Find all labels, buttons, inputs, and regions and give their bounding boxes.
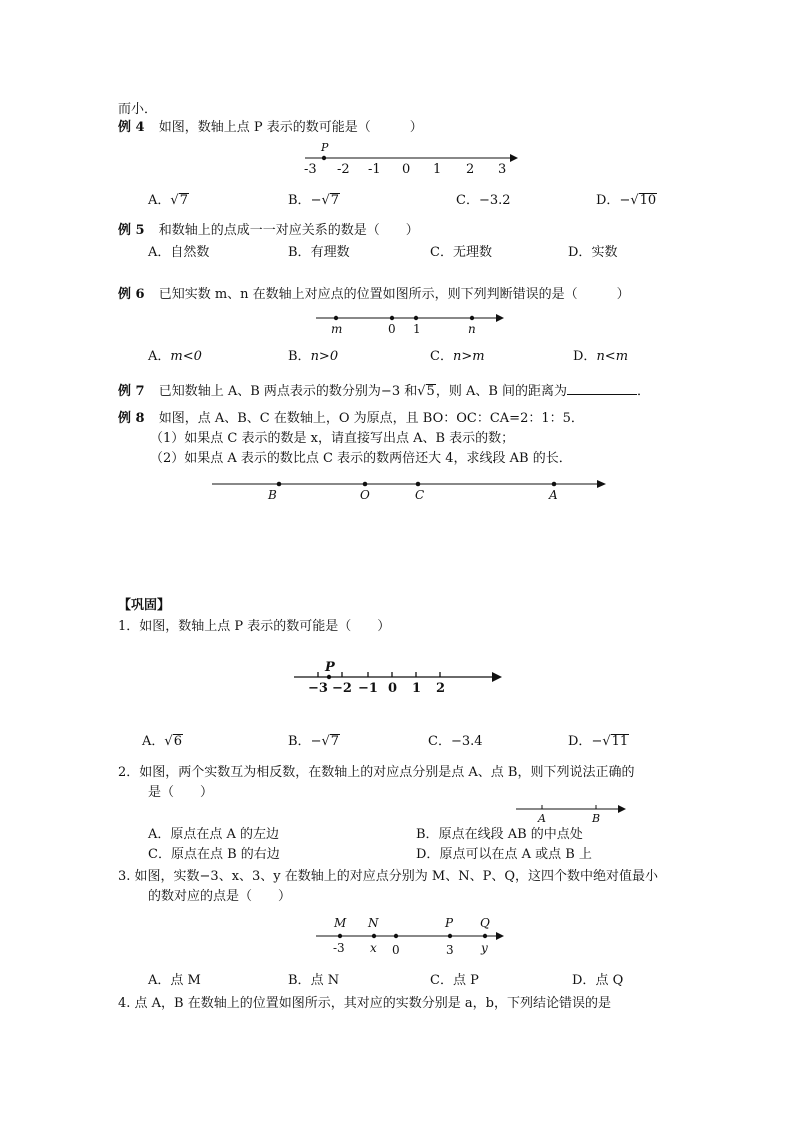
option-c: C．无理数 bbox=[430, 245, 492, 260]
axis-label-n: N bbox=[368, 916, 379, 930]
point-p-dot bbox=[322, 156, 326, 160]
option-a: A．m<0 bbox=[148, 349, 202, 364]
option-d: D．点 Q bbox=[572, 973, 624, 988]
section-heading: 【巩固】 bbox=[118, 598, 171, 613]
option-a: A．自然数 bbox=[148, 245, 210, 260]
tick-label: -1 bbox=[368, 162, 381, 177]
axis-label-a: A bbox=[549, 488, 558, 502]
number-line-q1 bbox=[288, 655, 508, 697]
question-2-stem: 2．如图，两个实数互为相反数，在数轴上的对应点分别是点 A、点 B，则下列说法正确的 bbox=[118, 765, 635, 780]
tick-label: 0 bbox=[402, 162, 411, 177]
tick-label: -3 bbox=[304, 162, 317, 177]
example-stem: 已知数轴上 A、B 两点表示的数分别为−3 和 bbox=[158, 384, 418, 399]
axis-label-q: Q bbox=[480, 916, 490, 930]
example-4 bbox=[118, 120, 423, 136]
option-a: A．√7 bbox=[148, 193, 188, 208]
answer-blank[interactable] bbox=[567, 382, 637, 395]
option-c: C．原点在点 B 的右边 bbox=[148, 847, 280, 862]
option-b: B．n>0 bbox=[288, 349, 339, 364]
number-line-q3 bbox=[312, 912, 512, 958]
axis-label: 0 bbox=[392, 943, 400, 957]
example-7: 例 7 已知数轴上 A、B 两点表示的数分别为−3 和√5，则 A、B 间的距离为 ． bbox=[118, 384, 651, 399]
example-stem: 和数轴上的点成一一对应关系的数是（ ） bbox=[158, 223, 419, 238]
question-4-stem: 4. 点 A，B 在数轴上的位置如图所示，其对应的实数分别是 a，b，下列结论错误的是 bbox=[118, 996, 611, 1011]
example-8 bbox=[118, 411, 584, 427]
option-d: D．实数 bbox=[568, 245, 618, 260]
axis-label-c: C bbox=[415, 488, 425, 502]
axis-label-p: P bbox=[445, 916, 454, 930]
axis-label-m: M bbox=[334, 916, 347, 930]
example-stem: 如图，数轴上点 P 表示的数可能是（ ） bbox=[158, 120, 423, 135]
point-p-label: P bbox=[321, 141, 329, 154]
tick-label: 0 bbox=[388, 681, 398, 696]
example-label: 例 5 bbox=[118, 223, 145, 238]
example-label: 例 8 bbox=[118, 411, 145, 426]
example-8-sub2: （2）如果点 A 表示的数比点 C 表示的数两倍还大 4，求线段 AB 的长． bbox=[150, 451, 572, 466]
option-b: B．−√7 bbox=[288, 734, 340, 749]
example-5 bbox=[118, 223, 419, 239]
axis-label-a: A bbox=[538, 812, 546, 824]
tick-label: −1 bbox=[358, 681, 378, 696]
option-b: B．点 N bbox=[288, 973, 340, 988]
axis-label-m: m bbox=[331, 322, 343, 336]
option-a: A．√6 bbox=[142, 734, 182, 749]
example-label: 例 4 bbox=[118, 120, 145, 135]
number-line-ex8 bbox=[208, 474, 613, 506]
option-c: C．−3.4 bbox=[428, 734, 483, 749]
number-line-q2 bbox=[512, 800, 630, 824]
axis-label: -3 bbox=[333, 941, 345, 955]
option-d: D．原点可以在点 A 或点 B 上 bbox=[416, 847, 592, 862]
option-b: B．有理数 bbox=[288, 245, 350, 260]
option-b: B．−√7 bbox=[288, 193, 340, 208]
option-d: D．−√11 bbox=[568, 734, 629, 749]
carry-text: 而小． bbox=[118, 102, 158, 117]
number-line-ex6 bbox=[312, 308, 512, 338]
option-d: D．−√10 bbox=[596, 193, 657, 208]
example-stem: 如图，点 A、B、C 在数轴上，O 为原点，且 BO：OC：CA=2：1：5． bbox=[158, 411, 584, 426]
axis-label-1: 1 bbox=[413, 322, 421, 336]
axis-label-n: n bbox=[468, 322, 476, 336]
tick-label: -2 bbox=[337, 162, 350, 177]
axis-label-b: B bbox=[592, 812, 601, 824]
example-8-sub1: （1）如果点 C 表示的数是 x，请直接写出点 A、B 表示的数； bbox=[150, 431, 515, 446]
option-c: C．n>m bbox=[430, 349, 485, 364]
axis-label: y bbox=[481, 941, 488, 955]
tick-label: −2 bbox=[332, 681, 352, 696]
example-6 bbox=[118, 287, 630, 303]
example-stem: 已知实数 m、n 在数轴上对应点的位置如图所示，则下列判断错误的是（ ） bbox=[158, 287, 630, 302]
axis-label-b: B bbox=[268, 488, 277, 502]
option-c: C．−3.2 bbox=[456, 193, 511, 208]
option-b: B．原点在线段 AB 的中点处 bbox=[416, 827, 583, 842]
question-2-stem-cont: 是（ ） bbox=[148, 785, 214, 800]
tick-label: 3 bbox=[498, 162, 507, 177]
axis-label: 3 bbox=[446, 943, 454, 957]
question-1-stem: 1．如图，数轴上点 P 表示的数可能是（ ） bbox=[118, 619, 391, 634]
axis-label-o: O bbox=[360, 488, 370, 502]
axis-label-0: 0 bbox=[388, 322, 396, 336]
tick-label: −3 bbox=[308, 681, 328, 696]
tick-label: 2 bbox=[466, 162, 475, 177]
example-label: 例 6 bbox=[118, 287, 145, 302]
question-3-stem-cont: 的数对应的点是（ ） bbox=[148, 889, 292, 904]
option-a: A．原点在点 A 的左边 bbox=[148, 827, 280, 842]
tick-label: 1 bbox=[433, 162, 442, 177]
option-a: A．点 M bbox=[148, 973, 201, 988]
axis-label: x bbox=[370, 941, 377, 955]
option-c: C．点 P bbox=[430, 973, 479, 988]
number-line-ex4 bbox=[300, 138, 525, 180]
example-label: 例 7 bbox=[118, 384, 145, 399]
point-p-label: P bbox=[325, 660, 335, 675]
question-3-stem: 3. 如图，实数−3、x、3、y 在数轴上的对应点分别为 M、N、P、Q，这四个数中绝对值最小 bbox=[118, 869, 659, 884]
option-d: D．n<m bbox=[573, 349, 629, 364]
tick-label: 1 bbox=[412, 681, 422, 696]
tick-label: 2 bbox=[436, 681, 446, 696]
